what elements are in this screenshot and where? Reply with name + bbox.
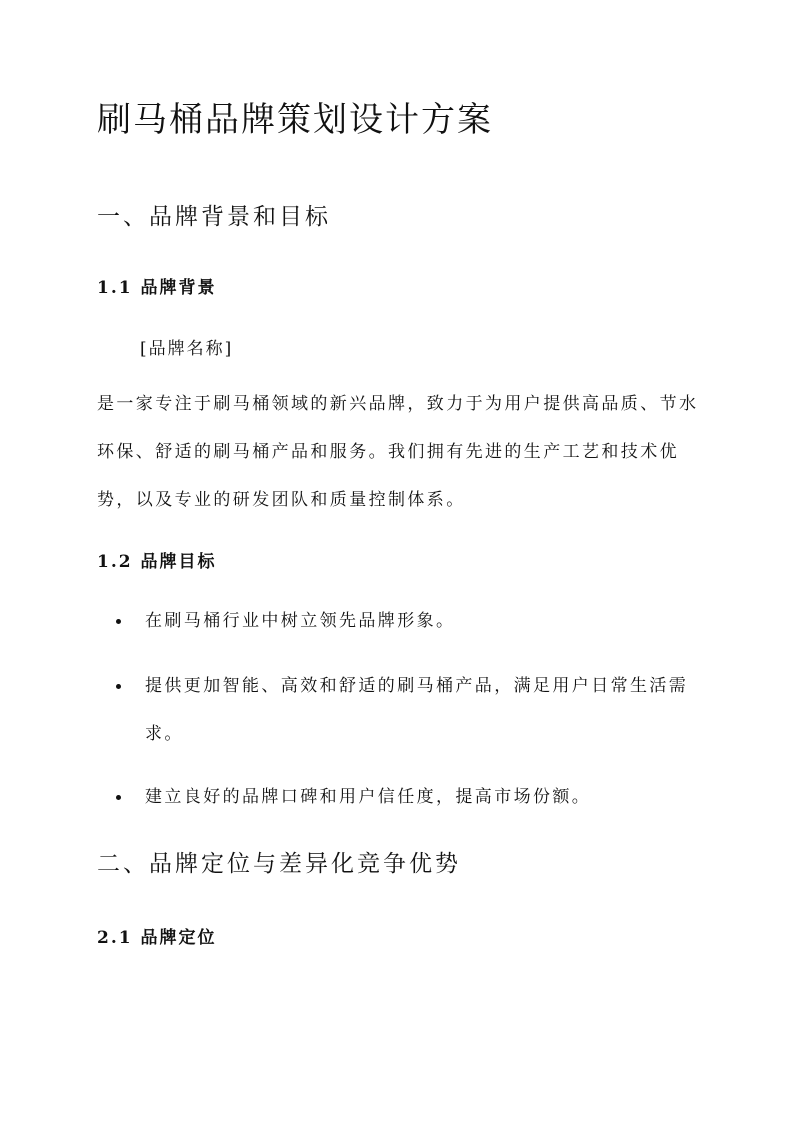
bullet-icon	[116, 684, 121, 689]
document-title: 刷马桶品牌策划设计方案	[97, 100, 493, 140]
list-item	[116, 662, 706, 758]
section-heading-positioning: 二、品牌定位与差异化竞争优势	[97, 851, 461, 877]
goal-text: 在刷马桶行业中树立领先品牌形象。	[145, 611, 456, 631]
list-item	[116, 597, 706, 645]
goal-text: 提供更加智能、高效和舒适的刷马桶产品，满足用户日常生活需求。	[145, 676, 689, 744]
list-item	[116, 773, 706, 821]
section-heading-background-goals: 一、品牌背景和目标	[97, 204, 331, 230]
goal-text: 建立良好的品牌口碑和用户信任度，提高市场份额。	[145, 787, 592, 807]
subsection-heading-brand-goals: 1.2 品牌目标	[97, 552, 217, 572]
subsection-heading-brand-positioning: 2.1 品牌定位	[97, 928, 217, 948]
brand-name-placeholder: [品牌名称]	[140, 339, 234, 359]
bullet-icon	[116, 795, 121, 800]
bullet-icon	[116, 619, 121, 624]
subsection-heading-brand-background: 1.1 品牌背景	[97, 278, 217, 298]
brand-background-paragraph: 是一家专注于刷马桶领域的新兴品牌，致力于为用户提供高品质、节水环保、舒适的刷马桶产品和服务。我们拥有先进的生产工艺和技术优势，以及专业的研发团队和质量控制体系。	[97, 394, 699, 510]
